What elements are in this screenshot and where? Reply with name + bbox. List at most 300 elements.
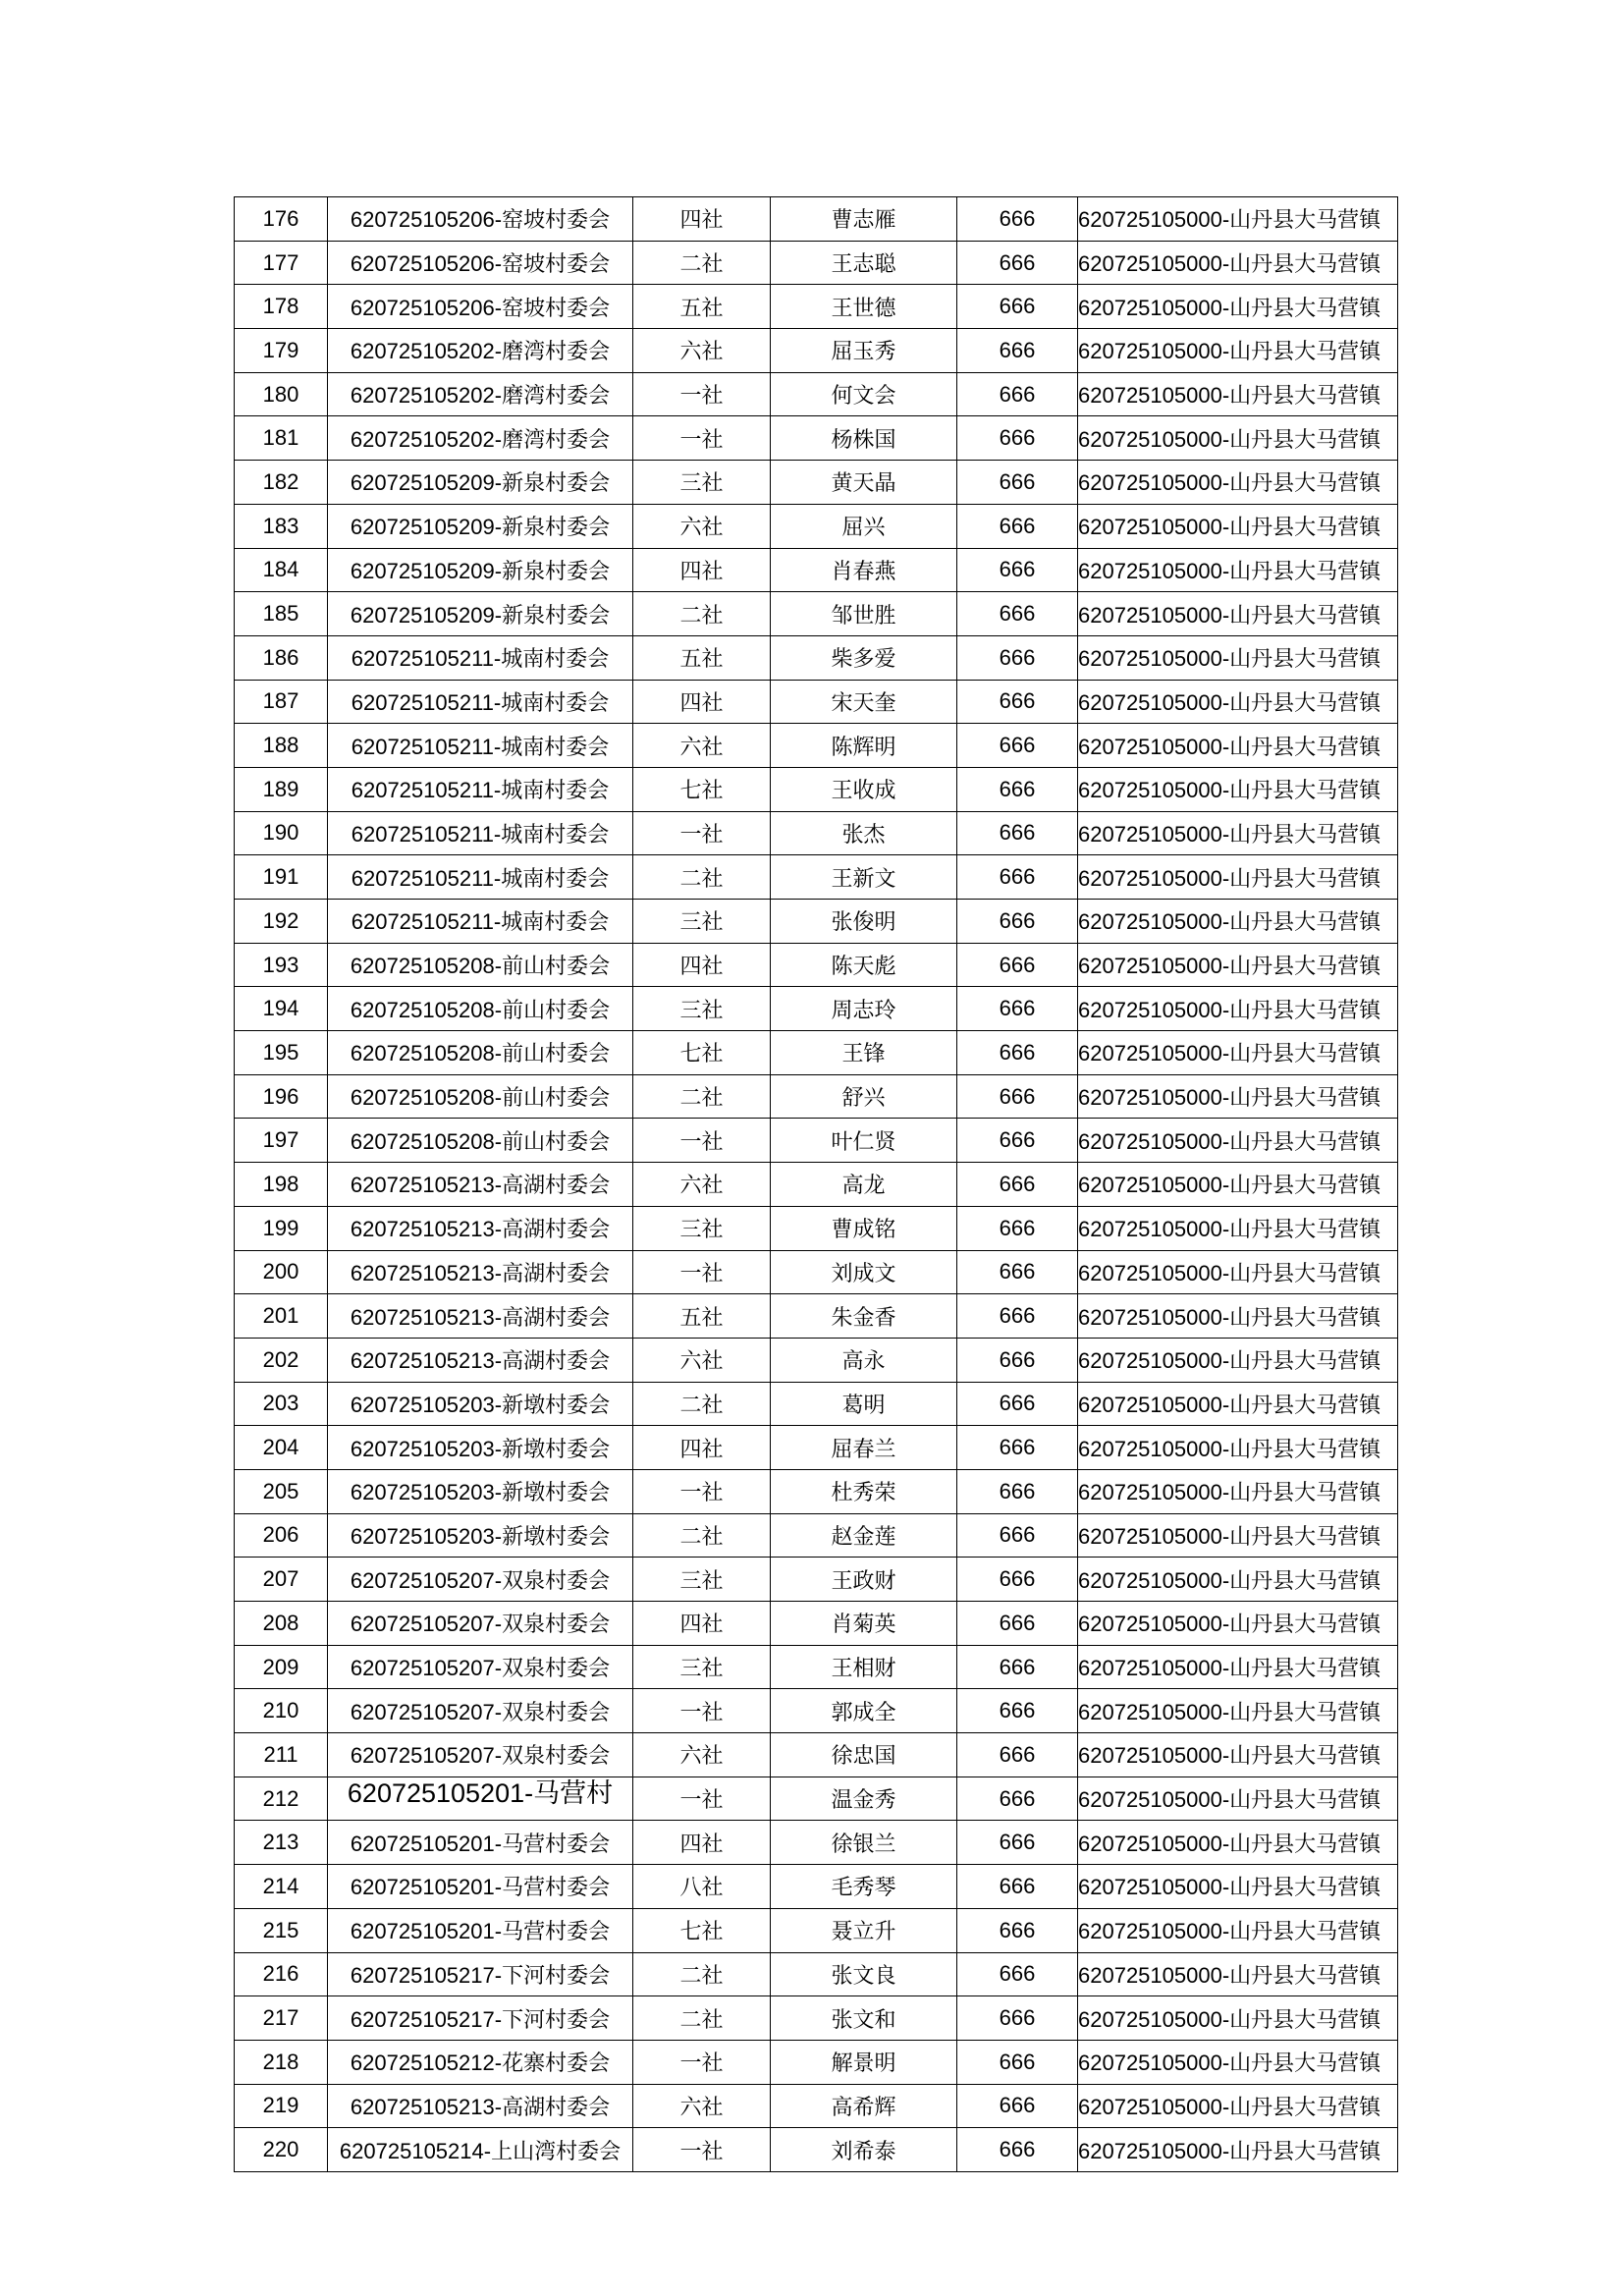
group-cell: 七社 <box>633 767 771 811</box>
group-cell: 一社 <box>633 2040 771 2084</box>
person-name-cell: 高希辉 <box>771 2084 957 2128</box>
table-body <box>235 197 1398 2172</box>
township-cell: 620725105000-山丹县大马营镇 <box>1078 592 1398 636</box>
amount-cell: 666 <box>957 724 1078 768</box>
township-cell: 620725105000-山丹县大马营镇 <box>1078 1163 1398 1207</box>
person-name-cell: 温金秀 <box>771 1777 957 1821</box>
village-committee-cell: 620725105206-窑坡村委会 <box>328 285 633 329</box>
row-number: 217 <box>235 1996 328 2041</box>
row-number: 219 <box>235 2084 328 2128</box>
group-cell: 四社 <box>633 1426 771 1470</box>
row-number: 213 <box>235 1821 328 1865</box>
row-number: 200 <box>235 1250 328 1294</box>
table-row <box>235 900 1398 944</box>
township-cell: 620725105000-山丹县大马营镇 <box>1078 943 1398 987</box>
amount-cell: 666 <box>957 1119 1078 1163</box>
village-committee-cell: 620725105209-新泉村委会 <box>328 461 633 505</box>
row-number: 187 <box>235 680 328 724</box>
amount-cell: 666 <box>957 329 1078 373</box>
table-row <box>235 1645 1398 1689</box>
amount-cell: 666 <box>957 1382 1078 1426</box>
row-number: 198 <box>235 1163 328 1207</box>
group-cell: 五社 <box>633 1294 771 1339</box>
amount-cell: 666 <box>957 504 1078 548</box>
row-number: 196 <box>235 1074 328 1119</box>
row-number: 182 <box>235 461 328 505</box>
group-cell: 三社 <box>633 900 771 944</box>
person-name-cell: 毛秀琴 <box>771 1865 957 1909</box>
group-cell: 六社 <box>633 1163 771 1207</box>
township-cell: 620725105000-山丹县大马营镇 <box>1078 1777 1398 1821</box>
township-cell: 620725105000-山丹县大马营镇 <box>1078 1645 1398 1689</box>
village-committee-cell: 620725105211-城南村委会 <box>328 767 633 811</box>
person-name-cell: 杜秀荣 <box>771 1469 957 1513</box>
person-name-cell: 张文良 <box>771 1952 957 1996</box>
township-cell: 620725105000-山丹县大马营镇 <box>1078 2084 1398 2128</box>
person-name-cell: 陈辉明 <box>771 724 957 768</box>
group-cell: 六社 <box>633 2084 771 2128</box>
township-cell: 620725105000-山丹县大马营镇 <box>1078 1821 1398 1865</box>
group-cell: 三社 <box>633 1206 771 1250</box>
amount-cell: 666 <box>957 1777 1078 1821</box>
table-row <box>235 592 1398 636</box>
amount-cell: 666 <box>957 1163 1078 1207</box>
amount-cell: 666 <box>957 1558 1078 1602</box>
table-row <box>235 1558 1398 1602</box>
village-committee-cell: 620725105211-城南村委会 <box>328 635 633 680</box>
person-name-cell: 黄天晶 <box>771 461 957 505</box>
group-cell: 一社 <box>633 1469 771 1513</box>
table-row <box>235 416 1398 461</box>
amount-cell: 666 <box>957 2040 1078 2084</box>
person-name-cell: 王政财 <box>771 1558 957 1602</box>
village-committee-cell: 620725105202-磨湾村委会 <box>328 329 633 373</box>
person-name-cell: 屈兴 <box>771 504 957 548</box>
village-committee-cell: 620725105211-城南村委会 <box>328 811 633 855</box>
township-cell: 620725105000-山丹县大马营镇 <box>1078 1558 1398 1602</box>
amount-cell: 666 <box>957 372 1078 416</box>
person-name-cell: 王收成 <box>771 767 957 811</box>
group-cell: 四社 <box>633 943 771 987</box>
table-row <box>235 372 1398 416</box>
row-number: 193 <box>235 943 328 987</box>
person-name-cell: 周志玲 <box>771 987 957 1031</box>
village-committee-cell: 620725105207-双泉村委会 <box>328 1733 633 1777</box>
person-name-cell: 屈玉秀 <box>771 329 957 373</box>
row-number: 214 <box>235 1865 328 1909</box>
group-cell: 二社 <box>633 1952 771 1996</box>
group-cell: 四社 <box>633 1602 771 1646</box>
person-name-cell: 解景明 <box>771 2040 957 2084</box>
row-number: 189 <box>235 767 328 811</box>
table-row <box>235 548 1398 592</box>
table-row <box>235 635 1398 680</box>
row-number: 201 <box>235 1294 328 1339</box>
row-number: 209 <box>235 1645 328 1689</box>
township-cell: 620725105000-山丹县大马营镇 <box>1078 767 1398 811</box>
amount-cell: 666 <box>957 1338 1078 1382</box>
group-cell: 二社 <box>633 1074 771 1119</box>
person-name-cell: 邹世胜 <box>771 592 957 636</box>
table-row <box>235 2040 1398 2084</box>
table-row <box>235 1294 1398 1339</box>
group-cell: 三社 <box>633 1558 771 1602</box>
row-number: 207 <box>235 1558 328 1602</box>
township-cell: 620725105000-山丹县大马营镇 <box>1078 1513 1398 1558</box>
amount-cell: 666 <box>957 1206 1078 1250</box>
group-cell: 二社 <box>633 1996 771 2041</box>
person-name-cell: 肖菊英 <box>771 1602 957 1646</box>
township-cell: 620725105000-山丹县大马营镇 <box>1078 680 1398 724</box>
village-committee-cell: 620725105206-窑坡村委会 <box>328 241 633 285</box>
group-cell: 一社 <box>633 416 771 461</box>
person-name-cell: 郭成全 <box>771 1689 957 1733</box>
group-cell: 一社 <box>633 372 771 416</box>
table-row <box>235 1338 1398 1382</box>
person-name-cell: 曹成铭 <box>771 1206 957 1250</box>
person-name-cell: 叶仁贤 <box>771 1119 957 1163</box>
table-row <box>235 680 1398 724</box>
village-committee-cell: 620725105213-高湖村委会 <box>328 1338 633 1382</box>
group-cell: 六社 <box>633 329 771 373</box>
amount-cell: 666 <box>957 592 1078 636</box>
township-cell: 620725105000-山丹县大马营镇 <box>1078 548 1398 592</box>
person-name-cell: 高龙 <box>771 1163 957 1207</box>
table-row <box>235 2128 1398 2172</box>
township-cell: 620725105000-山丹县大马营镇 <box>1078 372 1398 416</box>
village-committee-cell: 620725105201-马营村委会 <box>328 1908 633 1952</box>
village-committee-cell: 620725105203-新墩村委会 <box>328 1469 633 1513</box>
township-cell: 620725105000-山丹县大马营镇 <box>1078 461 1398 505</box>
table-row <box>235 1119 1398 1163</box>
township-cell: 620725105000-山丹县大马营镇 <box>1078 504 1398 548</box>
table-row <box>235 855 1398 900</box>
village-committee-cell: 620725105213-高湖村委会 <box>328 1163 633 1207</box>
table-row <box>235 1689 1398 1733</box>
person-name-cell: 刘成文 <box>771 1250 957 1294</box>
village-committee-cell: 620725105213-高湖村委会 <box>328 2084 633 2128</box>
group-cell: 一社 <box>633 811 771 855</box>
township-cell: 620725105000-山丹县大马营镇 <box>1078 635 1398 680</box>
amount-cell: 666 <box>957 1031 1078 1075</box>
amount-cell: 666 <box>957 1469 1078 1513</box>
person-name-cell: 王相财 <box>771 1645 957 1689</box>
village-committee-cell: 620725105211-城南村委会 <box>328 900 633 944</box>
row-number: 194 <box>235 987 328 1031</box>
village-committee-cell: 620725105208-前山村委会 <box>328 987 633 1031</box>
row-number: 210 <box>235 1689 328 1733</box>
table-row <box>235 285 1398 329</box>
amount-cell: 666 <box>957 1821 1078 1865</box>
township-cell: 620725105000-山丹县大马营镇 <box>1078 1382 1398 1426</box>
amount-cell: 666 <box>957 1689 1078 1733</box>
group-cell: 四社 <box>633 197 771 242</box>
township-cell: 620725105000-山丹县大马营镇 <box>1078 1908 1398 1952</box>
amount-cell: 666 <box>957 855 1078 900</box>
township-cell: 620725105000-山丹县大马营镇 <box>1078 987 1398 1031</box>
village-committee-cell: 620725105213-高湖村委会 <box>328 1294 633 1339</box>
row-number: 199 <box>235 1206 328 1250</box>
row-number: 218 <box>235 2040 328 2084</box>
row-number: 185 <box>235 592 328 636</box>
village-committee-cell: 620725105214-上山湾村委会 <box>328 2128 633 2172</box>
township-cell: 620725105000-山丹县大马营镇 <box>1078 416 1398 461</box>
village-committee-cell: 620725105201-马营村 <box>328 1777 633 1821</box>
group-cell: 四社 <box>633 680 771 724</box>
township-cell: 620725105000-山丹县大马营镇 <box>1078 1031 1398 1075</box>
row-number: 195 <box>235 1031 328 1075</box>
village-committee-cell: 620725105211-城南村委会 <box>328 855 633 900</box>
township-cell: 620725105000-山丹县大马营镇 <box>1078 2040 1398 2084</box>
row-number: 179 <box>235 329 328 373</box>
amount-cell: 666 <box>957 767 1078 811</box>
group-cell: 一社 <box>633 1119 771 1163</box>
table-row <box>235 943 1398 987</box>
township-cell: 620725105000-山丹县大马营镇 <box>1078 241 1398 285</box>
group-cell: 二社 <box>633 1382 771 1426</box>
amount-cell: 666 <box>957 1908 1078 1952</box>
amount-cell: 666 <box>957 1074 1078 1119</box>
township-cell: 620725105000-山丹县大马营镇 <box>1078 1733 1398 1777</box>
township-cell: 620725105000-山丹县大马营镇 <box>1078 1250 1398 1294</box>
village-committee-cell: 620725105211-城南村委会 <box>328 724 633 768</box>
amount-cell: 666 <box>957 197 1078 242</box>
village-committee-cell: 620725105207-双泉村委会 <box>328 1602 633 1646</box>
table-row <box>235 1250 1398 1294</box>
amount-cell: 666 <box>957 680 1078 724</box>
person-name-cell: 刘希泰 <box>771 2128 957 2172</box>
row-number: 176 <box>235 197 328 242</box>
table-row <box>235 504 1398 548</box>
row-number: 206 <box>235 1513 328 1558</box>
village-committee-cell: 620725105208-前山村委会 <box>328 1074 633 1119</box>
table-row <box>235 767 1398 811</box>
group-cell: 六社 <box>633 1338 771 1382</box>
table-row <box>235 1602 1398 1646</box>
amount-cell: 666 <box>957 987 1078 1031</box>
group-cell: 三社 <box>633 461 771 505</box>
village-committee-cell: 620725105213-高湖村委会 <box>328 1250 633 1294</box>
amount-cell: 666 <box>957 241 1078 285</box>
row-number: 202 <box>235 1338 328 1382</box>
village-committee-cell: 620725105207-双泉村委会 <box>328 1645 633 1689</box>
amount-cell: 666 <box>957 1865 1078 1909</box>
amount-cell: 666 <box>957 1294 1078 1339</box>
township-cell: 620725105000-山丹县大马营镇 <box>1078 1426 1398 1470</box>
village-committee-cell: 620725105207-双泉村委会 <box>328 1558 633 1602</box>
amount-cell: 666 <box>957 811 1078 855</box>
table-row <box>235 1031 1398 1075</box>
village-committee-cell: 620725105217-下河村委会 <box>328 1952 633 1996</box>
amount-cell: 666 <box>957 1733 1078 1777</box>
amount-cell: 666 <box>957 1426 1078 1470</box>
person-name-cell: 柴多爱 <box>771 635 957 680</box>
village-committee-cell: 620725105203-新墩村委会 <box>328 1513 633 1558</box>
table-row <box>235 724 1398 768</box>
village-committee-cell: 620725105208-前山村委会 <box>328 1119 633 1163</box>
table-row <box>235 1426 1398 1470</box>
person-name-cell: 屈春兰 <box>771 1426 957 1470</box>
group-cell: 二社 <box>633 1513 771 1558</box>
person-name-cell: 高永 <box>771 1338 957 1382</box>
row-number: 190 <box>235 811 328 855</box>
amount-cell: 666 <box>957 1952 1078 1996</box>
village-committee-cell: 620725105208-前山村委会 <box>328 943 633 987</box>
table-row <box>235 329 1398 373</box>
table-row <box>235 1821 1398 1865</box>
row-number: 181 <box>235 416 328 461</box>
row-number: 178 <box>235 285 328 329</box>
row-number: 203 <box>235 1382 328 1426</box>
village-committee-cell: 620725105211-城南村委会 <box>328 680 633 724</box>
township-cell: 620725105000-山丹县大马营镇 <box>1078 1602 1398 1646</box>
row-number: 215 <box>235 1908 328 1952</box>
table-row <box>235 1469 1398 1513</box>
table-row <box>235 461 1398 505</box>
row-number: 220 <box>235 2128 328 2172</box>
group-cell: 七社 <box>633 1908 771 1952</box>
group-cell: 二社 <box>633 241 771 285</box>
township-cell: 620725105000-山丹县大马营镇 <box>1078 285 1398 329</box>
row-number: 208 <box>235 1602 328 1646</box>
village-committee-cell: 620725105203-新墩村委会 <box>328 1426 633 1470</box>
person-name-cell: 赵金莲 <box>771 1513 957 1558</box>
table-row <box>235 1513 1398 1558</box>
group-cell: 二社 <box>633 592 771 636</box>
group-cell: 六社 <box>633 1733 771 1777</box>
township-cell: 620725105000-山丹县大马营镇 <box>1078 1074 1398 1119</box>
row-number: 212 <box>235 1777 328 1821</box>
amount-cell: 666 <box>957 2084 1078 2128</box>
group-cell: 六社 <box>633 724 771 768</box>
row-number: 184 <box>235 548 328 592</box>
row-number: 180 <box>235 372 328 416</box>
row-number: 204 <box>235 1426 328 1470</box>
township-cell: 620725105000-山丹县大马营镇 <box>1078 1294 1398 1339</box>
table-row <box>235 1908 1398 1952</box>
village-committee-cell: 620725105217-下河村委会 <box>328 1996 633 2041</box>
person-name-cell: 何文会 <box>771 372 957 416</box>
amount-cell: 666 <box>957 1250 1078 1294</box>
township-cell: 620725105000-山丹县大马营镇 <box>1078 2128 1398 2172</box>
row-number: 177 <box>235 241 328 285</box>
person-name-cell: 王锋 <box>771 1031 957 1075</box>
group-cell: 七社 <box>633 1031 771 1075</box>
amount-cell: 666 <box>957 1513 1078 1558</box>
township-cell: 620725105000-山丹县大马营镇 <box>1078 1865 1398 1909</box>
person-name-cell: 宋天奎 <box>771 680 957 724</box>
group-cell: 一社 <box>633 2128 771 2172</box>
person-name-cell: 陈天彪 <box>771 943 957 987</box>
amount-cell: 666 <box>957 635 1078 680</box>
amount-cell: 666 <box>957 416 1078 461</box>
household-roster-table <box>234 196 1398 2172</box>
table-row <box>235 987 1398 1031</box>
table-row <box>235 2084 1398 2128</box>
village-committee-cell: 620725105213-高湖村委会 <box>328 1206 633 1250</box>
amount-cell: 666 <box>957 461 1078 505</box>
village-committee-cell: 620725105207-双泉村委会 <box>328 1689 633 1733</box>
person-name-cell: 王新文 <box>771 855 957 900</box>
amount-cell: 666 <box>957 1996 1078 2041</box>
person-name-cell: 张文和 <box>771 1996 957 2041</box>
row-number: 216 <box>235 1952 328 1996</box>
person-name-cell: 聂立升 <box>771 1908 957 1952</box>
table-row <box>235 1777 1398 1821</box>
row-number: 183 <box>235 504 328 548</box>
village-committee-cell: 620725105206-窑坡村委会 <box>328 197 633 242</box>
table-row <box>235 1733 1398 1777</box>
amount-cell: 666 <box>957 1602 1078 1646</box>
row-number: 192 <box>235 900 328 944</box>
township-cell: 620725105000-山丹县大马营镇 <box>1078 855 1398 900</box>
group-cell: 二社 <box>633 855 771 900</box>
amount-cell: 666 <box>957 285 1078 329</box>
village-committee-cell: 620725105209-新泉村委会 <box>328 592 633 636</box>
township-cell: 620725105000-山丹县大马营镇 <box>1078 329 1398 373</box>
group-cell: 五社 <box>633 285 771 329</box>
table-row <box>235 811 1398 855</box>
village-committee-cell: 620725105209-新泉村委会 <box>328 548 633 592</box>
township-cell: 620725105000-山丹县大马营镇 <box>1078 1689 1398 1733</box>
village-committee-cell: 620725105209-新泉村委会 <box>328 504 633 548</box>
township-cell: 620725105000-山丹县大马营镇 <box>1078 724 1398 768</box>
person-name-cell: 舒兴 <box>771 1074 957 1119</box>
table-row <box>235 1163 1398 1207</box>
table-row <box>235 1382 1398 1426</box>
table-row <box>235 197 1398 242</box>
person-name-cell: 葛明 <box>771 1382 957 1426</box>
row-number: 186 <box>235 635 328 680</box>
village-committee-cell: 620725105201-马营村委会 <box>328 1865 633 1909</box>
table-row <box>235 1996 1398 2041</box>
person-name-cell: 徐银兰 <box>771 1821 957 1865</box>
township-cell: 620725105000-山丹县大马营镇 <box>1078 811 1398 855</box>
person-name-cell: 张俊明 <box>771 900 957 944</box>
amount-cell: 666 <box>957 2128 1078 2172</box>
group-cell: 六社 <box>633 504 771 548</box>
township-cell: 620725105000-山丹县大马营镇 <box>1078 1469 1398 1513</box>
row-number: 197 <box>235 1119 328 1163</box>
village-committee-cell: 620725105203-新墩村委会 <box>328 1382 633 1426</box>
group-cell: 八社 <box>633 1865 771 1909</box>
table-row <box>235 1206 1398 1250</box>
person-name-cell: 朱金香 <box>771 1294 957 1339</box>
group-cell: 三社 <box>633 1645 771 1689</box>
village-committee-cell: 620725105202-磨湾村委会 <box>328 416 633 461</box>
person-name-cell: 曹志雁 <box>771 197 957 242</box>
person-name-cell: 王志聪 <box>771 241 957 285</box>
amount-cell: 666 <box>957 943 1078 987</box>
group-cell: 四社 <box>633 548 771 592</box>
township-cell: 620725105000-山丹县大马营镇 <box>1078 197 1398 242</box>
row-number: 191 <box>235 855 328 900</box>
group-cell: 三社 <box>633 987 771 1031</box>
person-name-cell: 杨株国 <box>771 416 957 461</box>
group-cell: 一社 <box>633 1777 771 1821</box>
township-cell: 620725105000-山丹县大马营镇 <box>1078 1119 1398 1163</box>
township-cell: 620725105000-山丹县大马营镇 <box>1078 1952 1398 1996</box>
table-row <box>235 1952 1398 1996</box>
village-committee-cell: 620725105212-花寨村委会 <box>328 2040 633 2084</box>
person-name-cell: 肖春燕 <box>771 548 957 592</box>
amount-cell: 666 <box>957 1645 1078 1689</box>
village-committee-cell: 620725105208-前山村委会 <box>328 1031 633 1075</box>
amount-cell: 666 <box>957 548 1078 592</box>
person-name-cell: 张杰 <box>771 811 957 855</box>
table-row <box>235 241 1398 285</box>
group-cell: 四社 <box>633 1821 771 1865</box>
